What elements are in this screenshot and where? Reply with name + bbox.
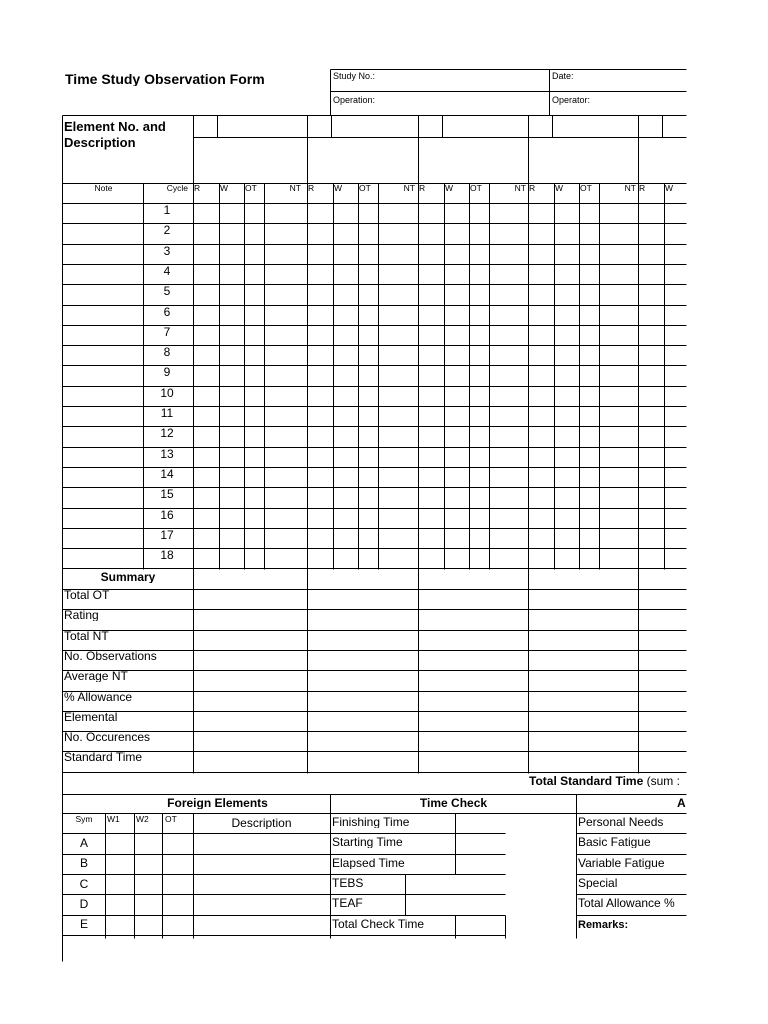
foreign-element-symbol: E <box>79 918 88 931</box>
nt-header: NT <box>624 184 636 193</box>
cycle-number: 5 <box>163 285 171 298</box>
cycle-number: 3 <box>163 244 171 257</box>
note-header: Note <box>94 184 113 193</box>
foreign-elements-title: Foreign Elements <box>167 797 268 809</box>
cycle-number: 15 <box>160 488 174 501</box>
w-header: W <box>334 184 343 193</box>
time-check-row-label: Total Check Time <box>332 917 425 930</box>
cycle-header: Cycle <box>166 184 188 193</box>
ot-header: OT <box>245 184 257 193</box>
operator-label: Operator: <box>552 96 591 105</box>
cycle-number: 12 <box>160 427 174 440</box>
summary-title: Summary <box>100 571 156 583</box>
summary-row-label: Rating <box>64 609 99 622</box>
operation-label: Operation: <box>333 96 376 105</box>
time-check-title: Time Check <box>419 797 488 809</box>
cycle-number: 10 <box>160 386 174 399</box>
ot-header: OT <box>470 184 482 193</box>
r-header: R <box>639 184 646 193</box>
cycle-number: 1 <box>163 204 171 216</box>
foreign-element-symbol: A <box>79 837 88 849</box>
element-description-header: Element No. and Description <box>64 119 166 150</box>
cycle-number: 16 <box>160 508 174 521</box>
summary-row-label: Elemental <box>64 710 118 723</box>
w-header: W <box>220 184 229 193</box>
allowance-row-label: Variable Fatigue <box>578 856 665 869</box>
summary-row-label: Average NT <box>64 670 128 683</box>
cycle-number: 2 <box>163 224 171 237</box>
total-standard-time-suffix: (sum : <box>643 775 680 787</box>
time-check-row-label: Finishing Time <box>332 816 410 828</box>
fe-ot-header: OT <box>165 815 177 824</box>
time-check-row-label: TEBS <box>332 876 364 889</box>
ot-header: OT <box>359 184 371 193</box>
w-header: W <box>555 184 564 193</box>
w-header: W <box>665 184 674 193</box>
foreign-element-symbol: B <box>79 857 88 870</box>
cycle-number: 14 <box>160 467 174 480</box>
nt-header: NT <box>403 184 415 193</box>
fe-description-header: Description <box>231 817 292 829</box>
fe-sym-header: Sym <box>75 815 93 824</box>
allowance-row-label: Personal Needs <box>578 816 664 828</box>
ot-header: OT <box>580 184 592 193</box>
nt-header: NT <box>289 184 301 193</box>
cycle-number: 18 <box>160 549 174 562</box>
summary-row-label: Total NT <box>64 629 109 642</box>
allowance-row-label: Special <box>578 876 618 889</box>
summary-row-label: No. Observations <box>64 649 157 662</box>
total-standard-time-bold: Total Standard Time <box>529 775 644 787</box>
fe-w1-header: W1 <box>107 815 120 824</box>
allowances-title: A <box>677 797 686 809</box>
study-no-label: Study No.: <box>333 72 376 81</box>
cycle-number: 7 <box>163 325 171 338</box>
foreign-element-symbol: C <box>79 877 89 890</box>
summary-row-label: No. Occurences <box>64 731 151 744</box>
fe-w2-header: W2 <box>136 815 149 824</box>
r-header: R <box>308 184 315 193</box>
summary-row-label: Total OT <box>64 589 110 601</box>
allowance-row-label: Total Allowance % <box>578 897 675 910</box>
form-title: Time Study Observation Form <box>65 72 265 86</box>
time-check-row-label: Elapsed Time <box>332 856 405 869</box>
cycle-number: 11 <box>160 407 174 419</box>
r-header: R <box>194 184 201 193</box>
cycle-number: 9 <box>163 366 171 379</box>
allowance-row-label: Basic Fatigue <box>578 836 651 849</box>
cycle-number: 8 <box>163 346 171 359</box>
remarks-label: Remarks: <box>578 920 629 931</box>
r-header: R <box>419 184 426 193</box>
nt-header: NT <box>514 184 526 193</box>
r-header: R <box>529 184 536 193</box>
summary-row-label: Standard Time <box>64 751 143 764</box>
time-check-row-label: TEAF <box>332 897 363 910</box>
foreign-element-symbol: D <box>79 897 89 910</box>
total-standard-time-label <box>529 775 680 787</box>
cycle-number: 17 <box>160 528 174 541</box>
summary-row-label: % Allowance <box>64 690 133 703</box>
date-label: Date: <box>552 72 574 81</box>
time-check-row-label: Starting Time <box>332 836 403 849</box>
cycle-number: 4 <box>163 264 171 277</box>
cycle-number: 13 <box>160 447 174 460</box>
w-header: W <box>445 184 454 193</box>
cycle-number: 6 <box>163 305 171 318</box>
